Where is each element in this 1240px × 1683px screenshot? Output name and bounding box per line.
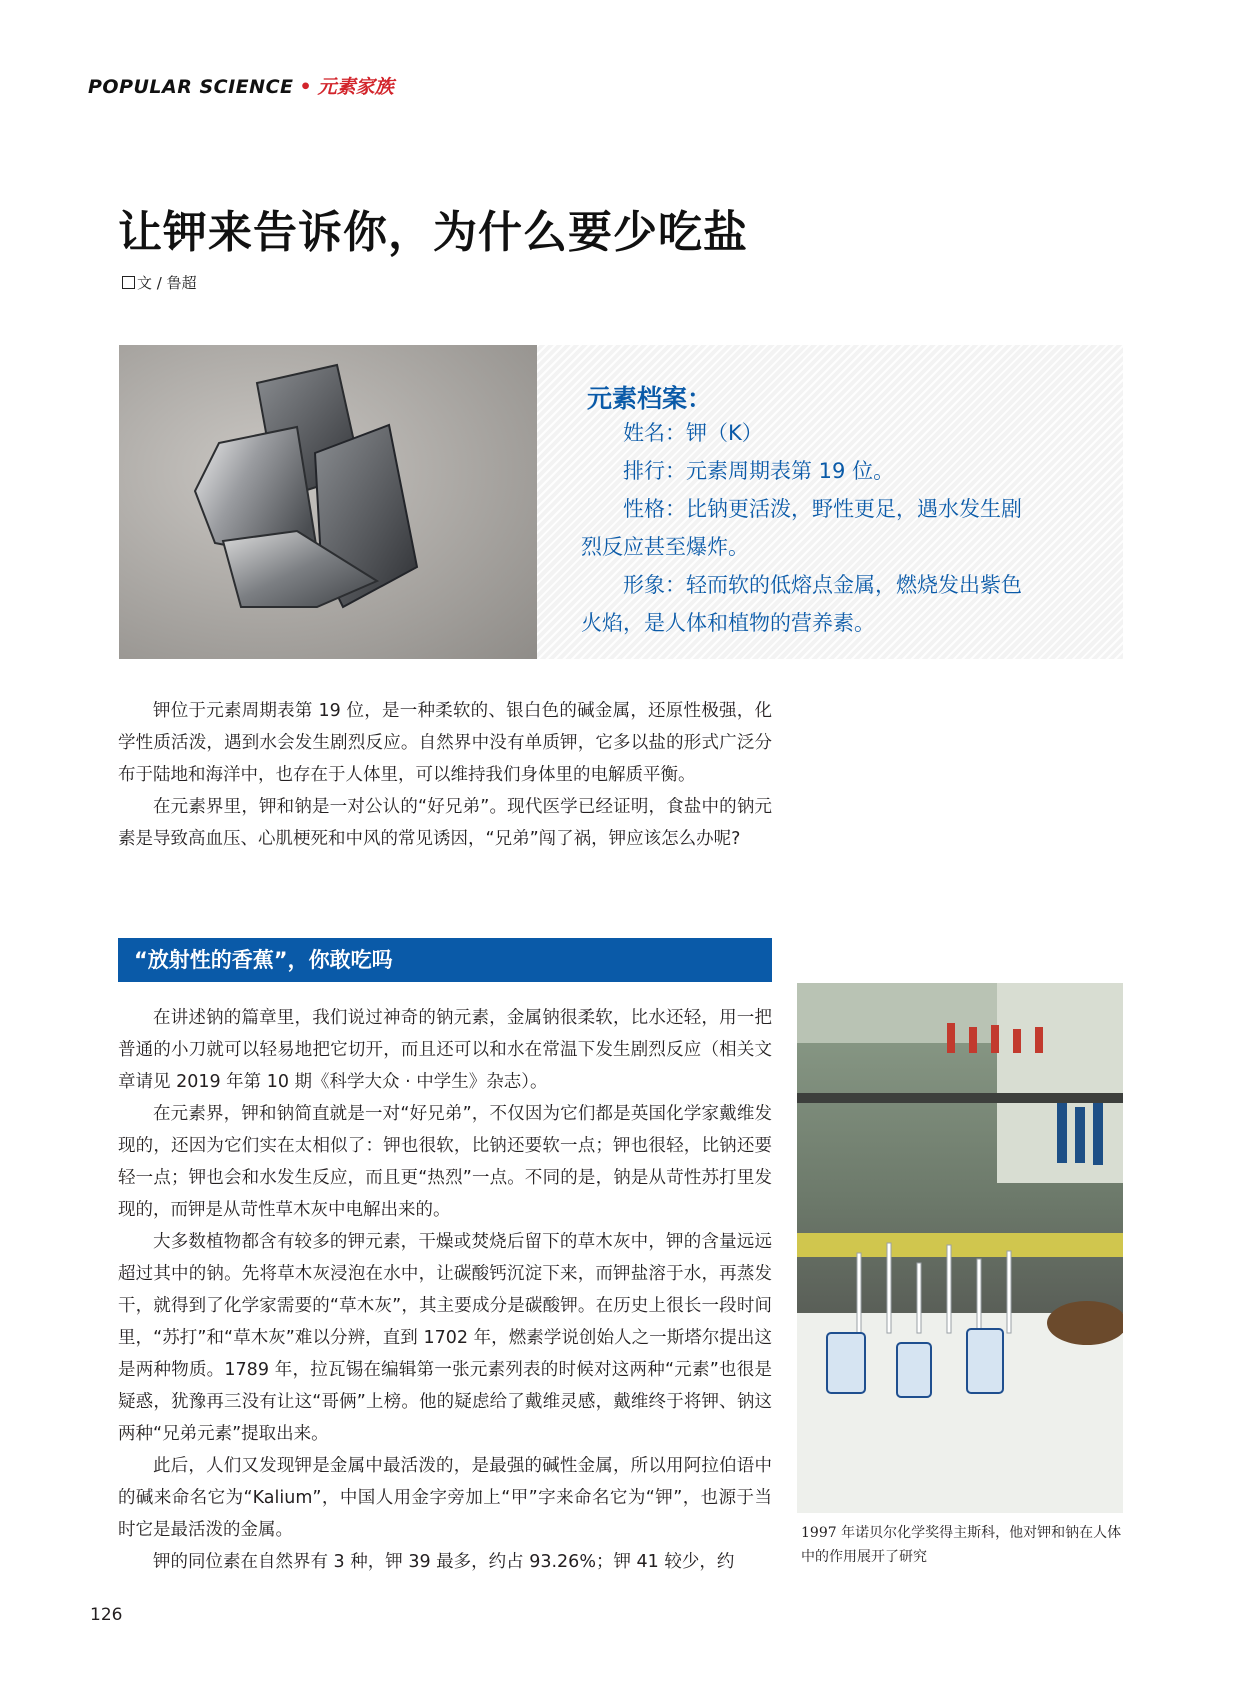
body-paragraph: 在元素界，钾和钠简直就是一对“好兄弟”，不仅因为它们都是英国化学家戴维发现的，还因为它们实在太相似了：钾也很软，比钠还要软一点；钾也很轻，比钠还要轻一点；钾也会和水发生反应，而且更“热烈”一点。不同的是，钠是从苛性苏打里发现的，而钾是从苛性草木灰中电解出来的。 [118, 1104, 772, 1220]
section-heading: “放射性的香蕉”，你敢吃吗 [118, 938, 772, 982]
profile-image-line: 形象：轻而软的低熔点金属，燃烧发出紫色 [623, 573, 1022, 597]
byline-box-icon [122, 276, 135, 289]
page-number: 126 [90, 1605, 123, 1625]
column-name: 元素家族 [317, 76, 394, 98]
element-profile-box [537, 345, 1123, 659]
body-paragraph: 钾的同位素在自然界有 3 种，钾 39 最多，约占 93.26%；钾 41 较少，约 [153, 1552, 735, 1572]
intro-paragraph: 钾位于元素周期表第 19 位，是一种柔软的、银白色的碱金属，还原性极强，化学性质活泼，遇到水会发生剧烈反应。自然界中没有单质钾，它多以盐的形式广泛分布于陆地和海洋中，也存在于人体里，可以维持我们身体里的电解质平衡。 [118, 701, 772, 785]
intro-text [118, 695, 772, 855]
profile-heading: 元素档案： [587, 384, 713, 413]
article-title: 让钾来告诉你，为什么要少吃盐 [118, 207, 748, 258]
profile-rank-line: 排行：元素周期表第 19 位。 [623, 459, 895, 483]
byline [122, 272, 197, 293]
profile-image-line-cont: 火焰，是人体和植物的营养素。 [581, 611, 875, 635]
potassium-chunks-illustration [119, 345, 537, 659]
laboratory-illustration [797, 983, 1123, 1513]
profile-character-line: 性格：比钠更活泼，野性更足，遇水发生剧 [623, 497, 1022, 521]
magazine-name: POPULAR SCIENCE [88, 76, 294, 98]
profile-name-line: 姓名：钾（K） [623, 421, 763, 445]
laboratory-photo [797, 983, 1123, 1513]
main-text [118, 1002, 772, 1578]
photo-caption: 1997 年诺贝尔化学奖得主斯科，他对钾和钠在人体中的作用展开了研究 [801, 1525, 1122, 1565]
potassium-sample-photo [119, 345, 537, 659]
body-paragraph: 在讲述钠的篇章里，我们说过神奇的钠元素，金属钠很柔软，比水还轻，用一把普通的小刀就可以轻易地把它切开，而且还可以和水在常温下发生剧烈反应（相关文章请见 2019 年第 10 期《科学大众 · 中学生》杂志）。 [118, 1008, 772, 1092]
body-paragraph: 此后，人们又发现钾是金属中最活泼的，是最强的碱性金属，所以用阿拉伯语中的碱来命名它为“Kalium”，中国人用金字旁加上“甲”字来命名它为“钾”，也源于当时它是最活泼的金属。 [118, 1456, 772, 1540]
header-separator: • [299, 76, 312, 98]
intro-paragraph: 在元素界里，钾和钠是一对公认的“好兄弟”。现代医学已经证明，食盐中的钠元素是导致高血压、心肌梗死和中风的常见诱因，“兄弟”闯了祸，钾应该怎么办呢? [118, 797, 772, 849]
running-header [88, 72, 394, 99]
body-paragraph: 大多数植物都含有较多的钾元素，干燥或焚烧后留下的草木灰中，钾的含量远远超过其中的钠。先将草木灰浸泡在水中，让碳酸钙沉淀下来，而钾盐溶于水，再蒸发干，就得到了化学家需要的“草木灰”，其主要成分是碳酸钾。在历史上很长一段时间里，“苏打”和“草木灰”难以分辨，直到 1702 年，燃素学说创始人之一斯塔尔提出这是两种物质。1789 年，拉瓦锡在编辑第一张元素列表的时候对这两种“元素”也很是疑惑，犹豫再三没有让这“哥俩”上榜。他的疑虑给了戴维灵感，戴维终于将钾、钠这两种“兄弟元素”提取出来。 [118, 1232, 772, 1444]
byline-text: 文 / 鲁超 [137, 274, 197, 292]
profile-character-line-cont: 烈反应甚至爆炸。 [581, 535, 749, 559]
